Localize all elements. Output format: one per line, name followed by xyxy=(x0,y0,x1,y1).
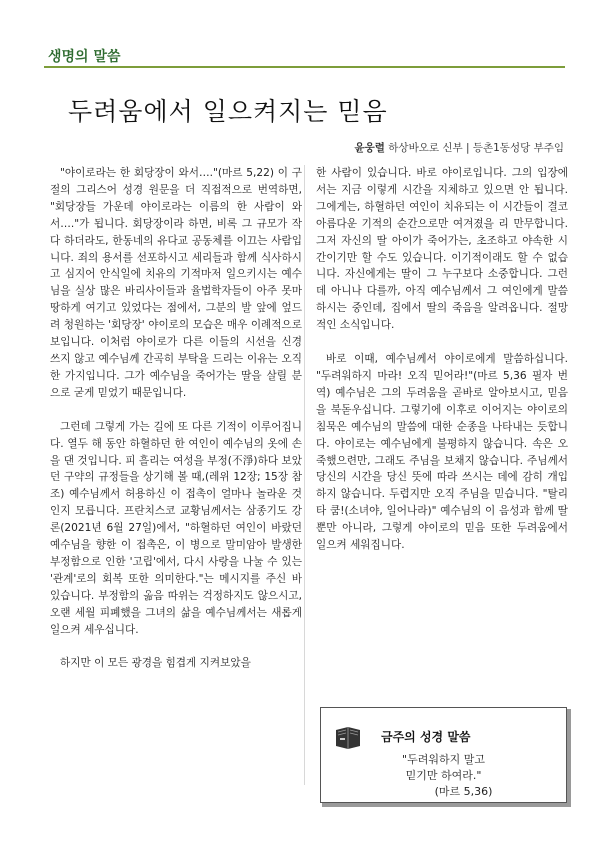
article-title: 두려움에서 일으켜지는 믿음 xyxy=(68,97,388,126)
verse-reference: (마르 5,36) xyxy=(434,785,493,798)
header-rule xyxy=(44,66,565,68)
paragraph: 한 사람이 있습니다. 바로 야이로입니다. 그의 입장에서는 지금 이렇게 시간을 지체하고 있으면 안 됩니다. 그에게는, 하혈하던 여인이 치유되는 이 시간들이 결코 아름다운 기적의 순간으로만 여겨졌을 리 만무합니다. 그저 자신의 딸 아이가 죽어가는, 초조하고 야속한 시간이기만 할 수도 있습니다. 이기적이래도 할 수 없습니다. 자신에게는 딸이 그 누구보다 소중합니다. 그런데 아니나 다를까, 아직 예수님께서 그 여인에게 말씀하시는 중인데, 집에서 딸의 죽음을 알려옵니다. 절망적인 소식입니다. xyxy=(316,167,568,332)
byline xyxy=(355,140,565,155)
paragraph: 하지만 이 모든 광경을 힘겹게 지켜보았을 xyxy=(60,657,251,670)
paragraph: 그런데 그렇게 가는 길에 또 다른 기적이 이루어집니다. 열두 해 동안 하혈하던 한 여인이 예수님의 옷에 손을 댄 것입니다. 피 흘리는 여성을 부정(不淨)하다 보았던 구약의 규정들을 상기해 볼 때,(레위 12장; 15장 참조) 예수님께서 허용하신 이 접촉이 얼마나 놀라운 것인지 모릅니다. 프란치스코 교황님께서는 삼종기도 강론(2021년 6월 27일)에서, "하혈하던 여인이 바랐던 예수님을 향한 이 접촉은, 이 병으로 말미암아 발생한 부정함으로 인한 '고립'에서, 다시 사랑을 나눌 수 있는 '관계'로의 회복 또한 의미한다."는 메시지를 주신 바 있습니다. 부정함의 옮음 따위는 걱정하지도 않으시고, 오랜 세월 피폐했을 그녀의 삶을 예수님께서는 새롭게 일으켜 세우십니다. xyxy=(50,420,302,636)
author-role: 하상바오로 신부 | 등촌1동성당 부주임 xyxy=(388,142,564,154)
verse-heading: 금주의 성경 말씀 xyxy=(381,730,471,744)
column-divider xyxy=(304,165,305,785)
verse-text xyxy=(321,752,566,800)
verse-line: 믿기만 하여라." xyxy=(405,769,482,782)
weekly-verse-box xyxy=(320,707,567,803)
author-name: 윤웅렬 xyxy=(354,142,385,154)
left-column xyxy=(50,165,302,672)
right-column xyxy=(316,165,568,554)
verse-line: "두려워하지 말고 xyxy=(402,753,485,766)
paragraph: "야이로라는 한 회당장이 와서…."(마르 5,22) 이 구절의 그리스어 성경 원문을 더 직접적으로 번역하면, "회당장들 가운데 야이로라는 이름의 한 사람이 와서…."가 됩니다. 회당장이라 하면, 비록 그 규모가 작다 하더라도, 한동네의 유다교 공동체를 이끄는 사람입니다. 죄의 용서를 선포하시고 세리들과 함께 식사하시고 심지어 안식일에 치유의 기적마저 일으키시는 예수님을 실상 많은 바리사이들과 율법학자들이 아주 못마땅하게 여기고 있었다는 점에서, 그분의 발 앞에 엎드려 청원하는 '회당장' 야이로의 모습은 매우 이례적으로 보입니다. 이처럼 야이로가 다른 이들의 시선을 신경 쓰지 않고 예수님께 간곡히 부탁을 드리는 이유는 오직 한 가지입니다. 그가 예수님을 죽어가는 딸을 살릴 분으로 굳게 믿었기 때문입니다. xyxy=(50,167,302,399)
paragraph: 바로 이때, 예수님께서 야이로에게 말씀하십니다. "두려워하지 마라! 오직 믿어라!"(마르 5,36 필자 번역) 예수님은 그의 두려움을 곧바로 알아보시고, 믿음을 북돋우십니다. 그렇기에 이후로 이어지는 야이로의 침묵은 예수님의 말씀에 대한 순종을 나타내는 듯합니다. 야이로는 예수님에게 불평하지 않습니다. 속은 오죽했으련만, 그래도 주님을 보채지 않습니다. 주님께서 당신의 시간을 당신 뜻에 따라 쓰시는 데에 감히 개입하지 않습니다. 두렵지만 오직 주님을 믿습니다. "탈리타 쿰!(소녀야, 일어나라)" 예수님의 이 음성과 함께 딸뿐만 아니라, 그렇게 야이로의 믿음 또한 두려움에서 일으켜 세워집니다. xyxy=(316,353,568,552)
bible-icon xyxy=(333,724,363,750)
section-title: 생명의 말씀 xyxy=(48,49,121,65)
